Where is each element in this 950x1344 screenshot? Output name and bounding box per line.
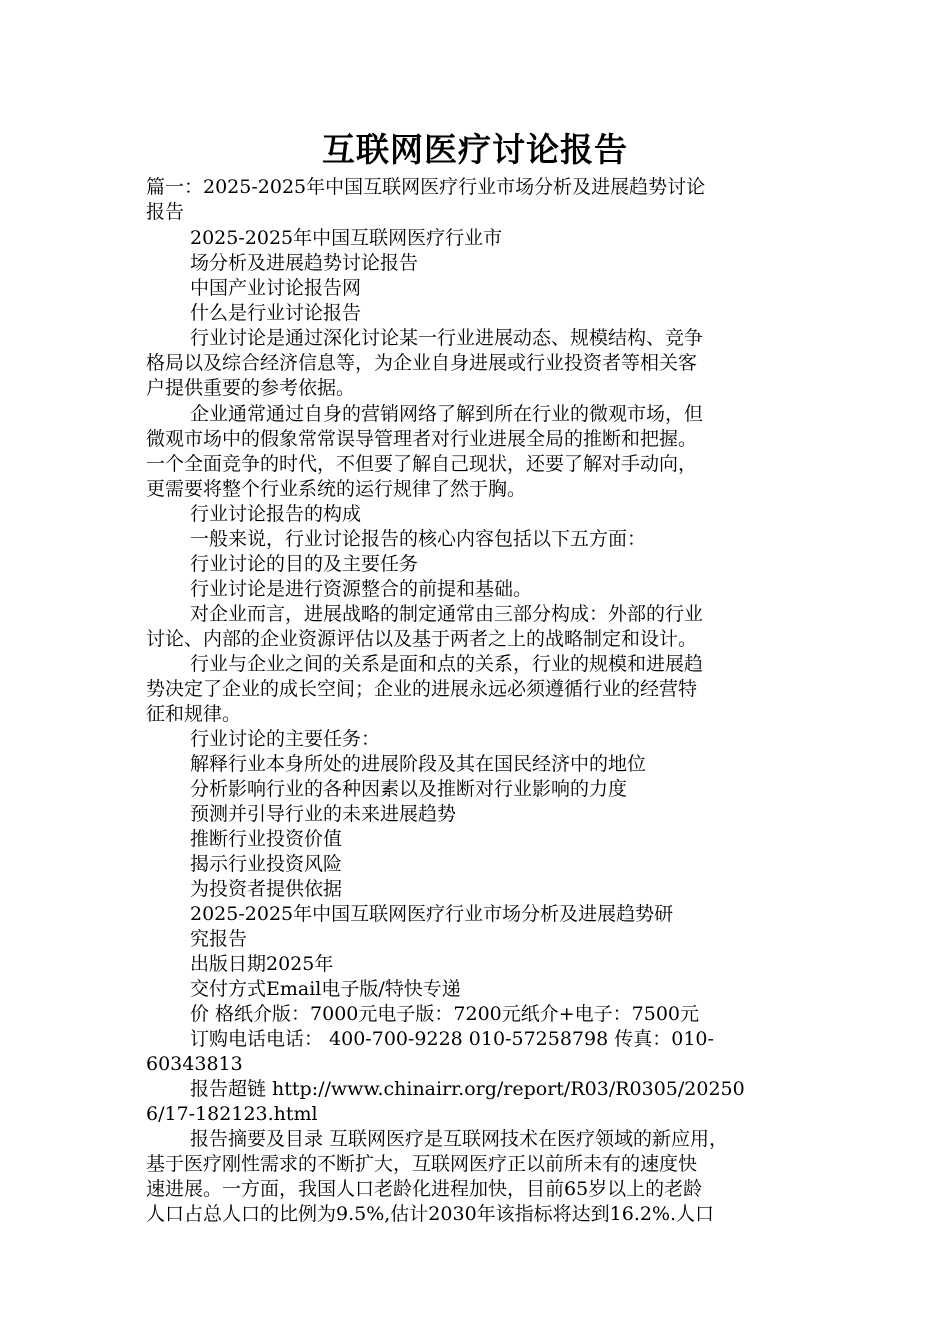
body-text-line: 解释行业本身所处的进展阶段及其在国民经济中的地位 [190,753,647,775]
body-text-line: 速进展。一方面，我国人口老龄化进程加快，目前65岁以上的老龄 [146,1178,703,1200]
body-text-line: 60343813 [146,1053,243,1075]
body-text-line: 企业通常通过自身的营销网络了解到所在行业的微观市场，但 [190,403,704,425]
body-text-line: 行业讨论是进行资源整合的前提和基础。 [190,578,533,600]
body-text-line: 行业讨论的目的及主要任务 [190,553,419,575]
body-text-line: 预测并引导行业的未来进展趋势 [190,803,457,825]
body-text-line: 篇一：2025-2025年中国互联网医疗行业市场分析及进展趋势讨论 [146,176,706,198]
body-text-line: 讨论、内部的企业资源评估以及基于两者之上的战略制定和设计。 [146,628,698,650]
body-text-line: 什么是行业讨论报告 [190,302,362,324]
body-text-line: 格局以及综合经济信息等，为企业自身进展或行业投资者等相关客 [146,352,698,374]
body-text-line: 报告超链 http://www.chinairr.org/report/R03/R0305/20250 [190,1078,745,1100]
body-text-line: 基于医疗刚性需求的不断扩大，互联网医疗正以前所未有的速度快 [146,1153,698,1175]
body-text-line: 户提供重要的参考依据。 [146,377,356,399]
body-text-line: 揭示行业投资风险 [190,853,343,875]
body-text-line: 行业讨论是通过深化讨论某一行业进展动态、规模结构、竞争 [190,327,704,349]
body-text-line: 究报告 [190,928,248,950]
body-text-line: 对企业而言，进展战略的制定通常由三部分构成：外部的行业 [190,603,704,625]
document-title: 互联网医疗讨论报告 [322,130,628,169]
body-text-line: 行业讨论的主要任务： [190,728,381,750]
body-text-line: 势决定了企业的成长空间；企业的进展永远必须遵循行业的经营特 [146,678,698,700]
body-text-line: 推断行业投资价值 [190,828,343,850]
body-text-line: 中国产业讨论报告网 [190,277,362,299]
body-text-line: 场分析及进展趋势讨论报告 [190,252,419,274]
body-text-line: 出版日期2025年 [190,953,334,975]
body-text-line: 报告摘要及目录 互联网医疗是互联网技术在医疗领域的新应用， [190,1128,729,1150]
body-text-line: 订购电话电话： 400-700-9228 010-57258798 传真：010- [190,1028,714,1050]
body-text-line: 微观市场中的假象常常误导管理者对行业进展全局的推断和把握。 [146,428,698,450]
body-text-line: 更需要将整个行业系统的运行规律了然于胸。 [146,478,527,500]
body-text-line: 2025-2025年中国互联网医疗行业市 [190,227,503,249]
body-text-line: 一个全面竞争的时代，不但要了解自己现状，还要了解对手动向， [146,453,698,475]
body-text-line: 行业与企业之间的关系是面和点的关系，行业的规模和进展趋 [190,653,704,675]
body-text-line: 2025-2025年中国互联网医疗行业市场分析及进展趋势研 [190,903,674,925]
body-text-line: 分析影响行业的各种因素以及推断对行业影响的力度 [190,778,628,800]
body-text-line: 价 格纸介版：7000元电子版：7200元纸介+电子：7500元 [190,1003,700,1025]
body-text-line: 报告 [146,201,185,223]
body-text-line: 为投资者提供依据 [190,878,343,900]
body-text-line: 一般来说，行业讨论报告的核心内容包括以下五方面： [190,528,647,550]
body-text-line: 行业讨论报告的构成 [190,503,362,525]
body-text-line: 人口占总人口的比例为9.5%,估计2030年该指标将达到16.2%.人口 [146,1203,715,1225]
body-text-line: 交付方式Email电子版/特快专递 [190,978,461,1000]
body-text-line: 征和规律。 [146,703,242,725]
body-text-line: 6/17-182123.html [146,1103,318,1125]
